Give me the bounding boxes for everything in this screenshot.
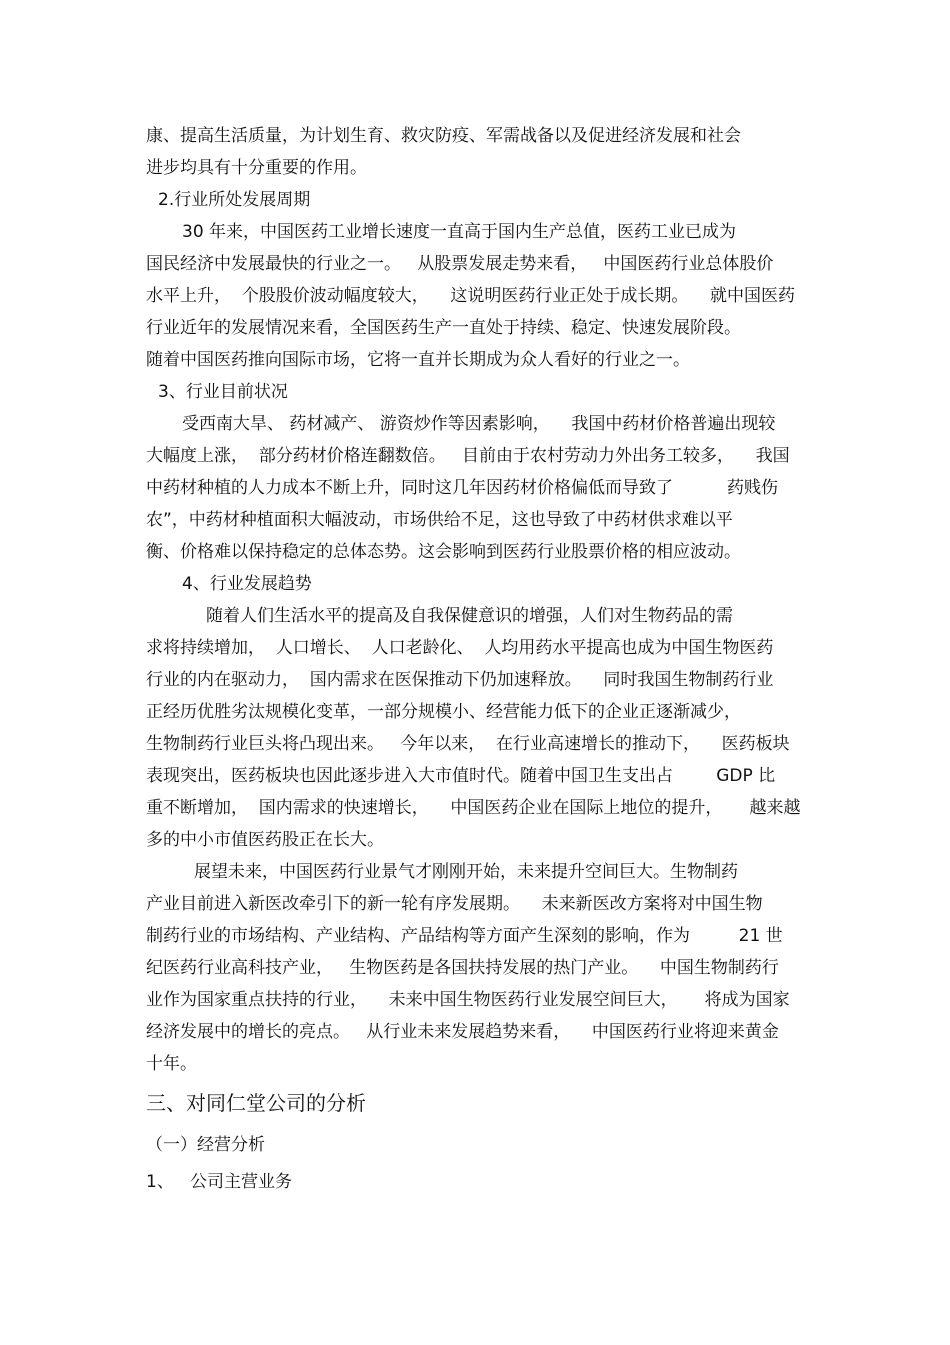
trend-p2-line-1: 展望未来，中国医药行业景气才刚刚开始，未来提升空间巨大。生物制药 xyxy=(194,862,738,882)
trend-p2-line-3: 制药行业的市场结构、产业结构、产品结构等方面产生深刻的影响，作为 21 世 xyxy=(146,926,783,946)
status-line-1: 受西南大旱、 药材减产、 游资炒作等因素影响， 我国中药材价格普遍出现较 xyxy=(182,414,776,434)
status-heading: 3、行业目前状况 xyxy=(158,382,288,402)
trend-p1-line-7: 重不断增加， 国内需求的快速增长， 中国医药企业在国际上地位的提升， 越来越 xyxy=(146,798,801,818)
trend-p2-line-2: 产业目前进入新医改牵引下的新一轮有序发展期。 未来新医改方案将对中国生物 xyxy=(146,894,763,914)
cycle-line-1: 30 年来，中国医药工业增长速度一直高于国内生产总值，医药工业已成为 xyxy=(182,222,737,242)
cycle-heading: 2.行业所处发展周期 xyxy=(158,190,311,210)
trend-p1-line-1: 随着人们生活水平的提高及自我保健意识的增强，人们对生物药品的需 xyxy=(206,606,733,626)
cycle-line-2: 国民经济中发展最快的行业之一。 从股票发展走势来看， 中国医药行业总体股价 xyxy=(146,254,774,274)
trend-p2-line-6: 经济发展中的增长的亮点。 从行业未来发展趋势来看， 中国医药行业将迎来黄金 xyxy=(146,1022,779,1042)
status-line-4: 农”，中药材种植面积大幅波动，市场供给不足，这也导致了中药材供求难以平 xyxy=(146,510,733,530)
trend-heading: 4、行业发展趋势 xyxy=(182,574,312,594)
intro-line-1: 康、提高生活质量，为计划生育、救灾防疫、军需战备以及促进经济发展和社会 xyxy=(146,126,741,146)
trend-p1-line-6: 表现突出，医药板块也因此逐步进入大市值时代。随着中国卫生支出占 GDP 比 xyxy=(146,766,776,786)
cycle-line-4: 行业近年的发展情况来看，全国医药生产一直处于持续、稳定、快速发展阶段。 xyxy=(146,318,741,338)
cycle-line-5: 随着中国医药推向国际市场，它将一直并长期成为众人看好的行业之一。 xyxy=(146,350,690,370)
trend-p1-line-5: 生物制药行业巨头将凸现出来。 今年以来， 在行业高速增长的推动下， 医药板块 xyxy=(146,734,790,754)
trend-p1-line-4: 正经历优胜劣汰规模化变革，一部分规模小、经营能力低下的企业正逐渐减少， xyxy=(146,702,741,722)
cycle-line-3: 水平上升， 个股股价波动幅度较大， 这说明医药行业正处于成长期。 就中国医药 xyxy=(146,286,796,306)
intro-line-2: 进步均具有十分重要的作用。 xyxy=(146,158,367,178)
trend-p1-line-2: 求将持续增加， 人口增长、 人口老龄化、 人均用药水平提高也成为中国生物医药 xyxy=(146,638,774,658)
trend-p2-line-7: 十年。 xyxy=(146,1054,197,1074)
status-line-3: 中药材种植的人力成本不断上升，同时这几年因药材价格偏低而导致了 药贱伤 xyxy=(146,478,779,498)
trend-p2-line-5: 业作为国家重点扶持的行业， 未来中国生物医药行业发展空间巨大， 将成为国家 xyxy=(146,990,790,1010)
trend-p2-line-4: 纪医药行业高科技产业， 生物医药是各国扶持发展的热门产业。 中国生物制药行 xyxy=(146,958,779,978)
part3-heading: 三、对同仁堂公司的分析 xyxy=(146,1091,366,1115)
status-line-5: 衡、价格难以保持稳定的总体态势。这会影响到医药行业股票价格的相应波动。 xyxy=(146,542,741,562)
main-business-heading: 1、 公司主营业务 xyxy=(146,1172,293,1192)
trend-p1-line-3: 行业的内在驱动力， 国内需求在医保推动下仍加速释放。 同时我国生物制药行业 xyxy=(146,670,774,690)
operation-analysis-heading: （一）经营分析 xyxy=(146,1135,265,1155)
status-line-2: 大幅度上涨， 部分药材价格连翻数倍。 目前由于农村劳动力外出务工较多， 我国 xyxy=(146,446,790,466)
trend-p1-line-8: 多的中小市值医药股正在长大。 xyxy=(146,830,384,850)
